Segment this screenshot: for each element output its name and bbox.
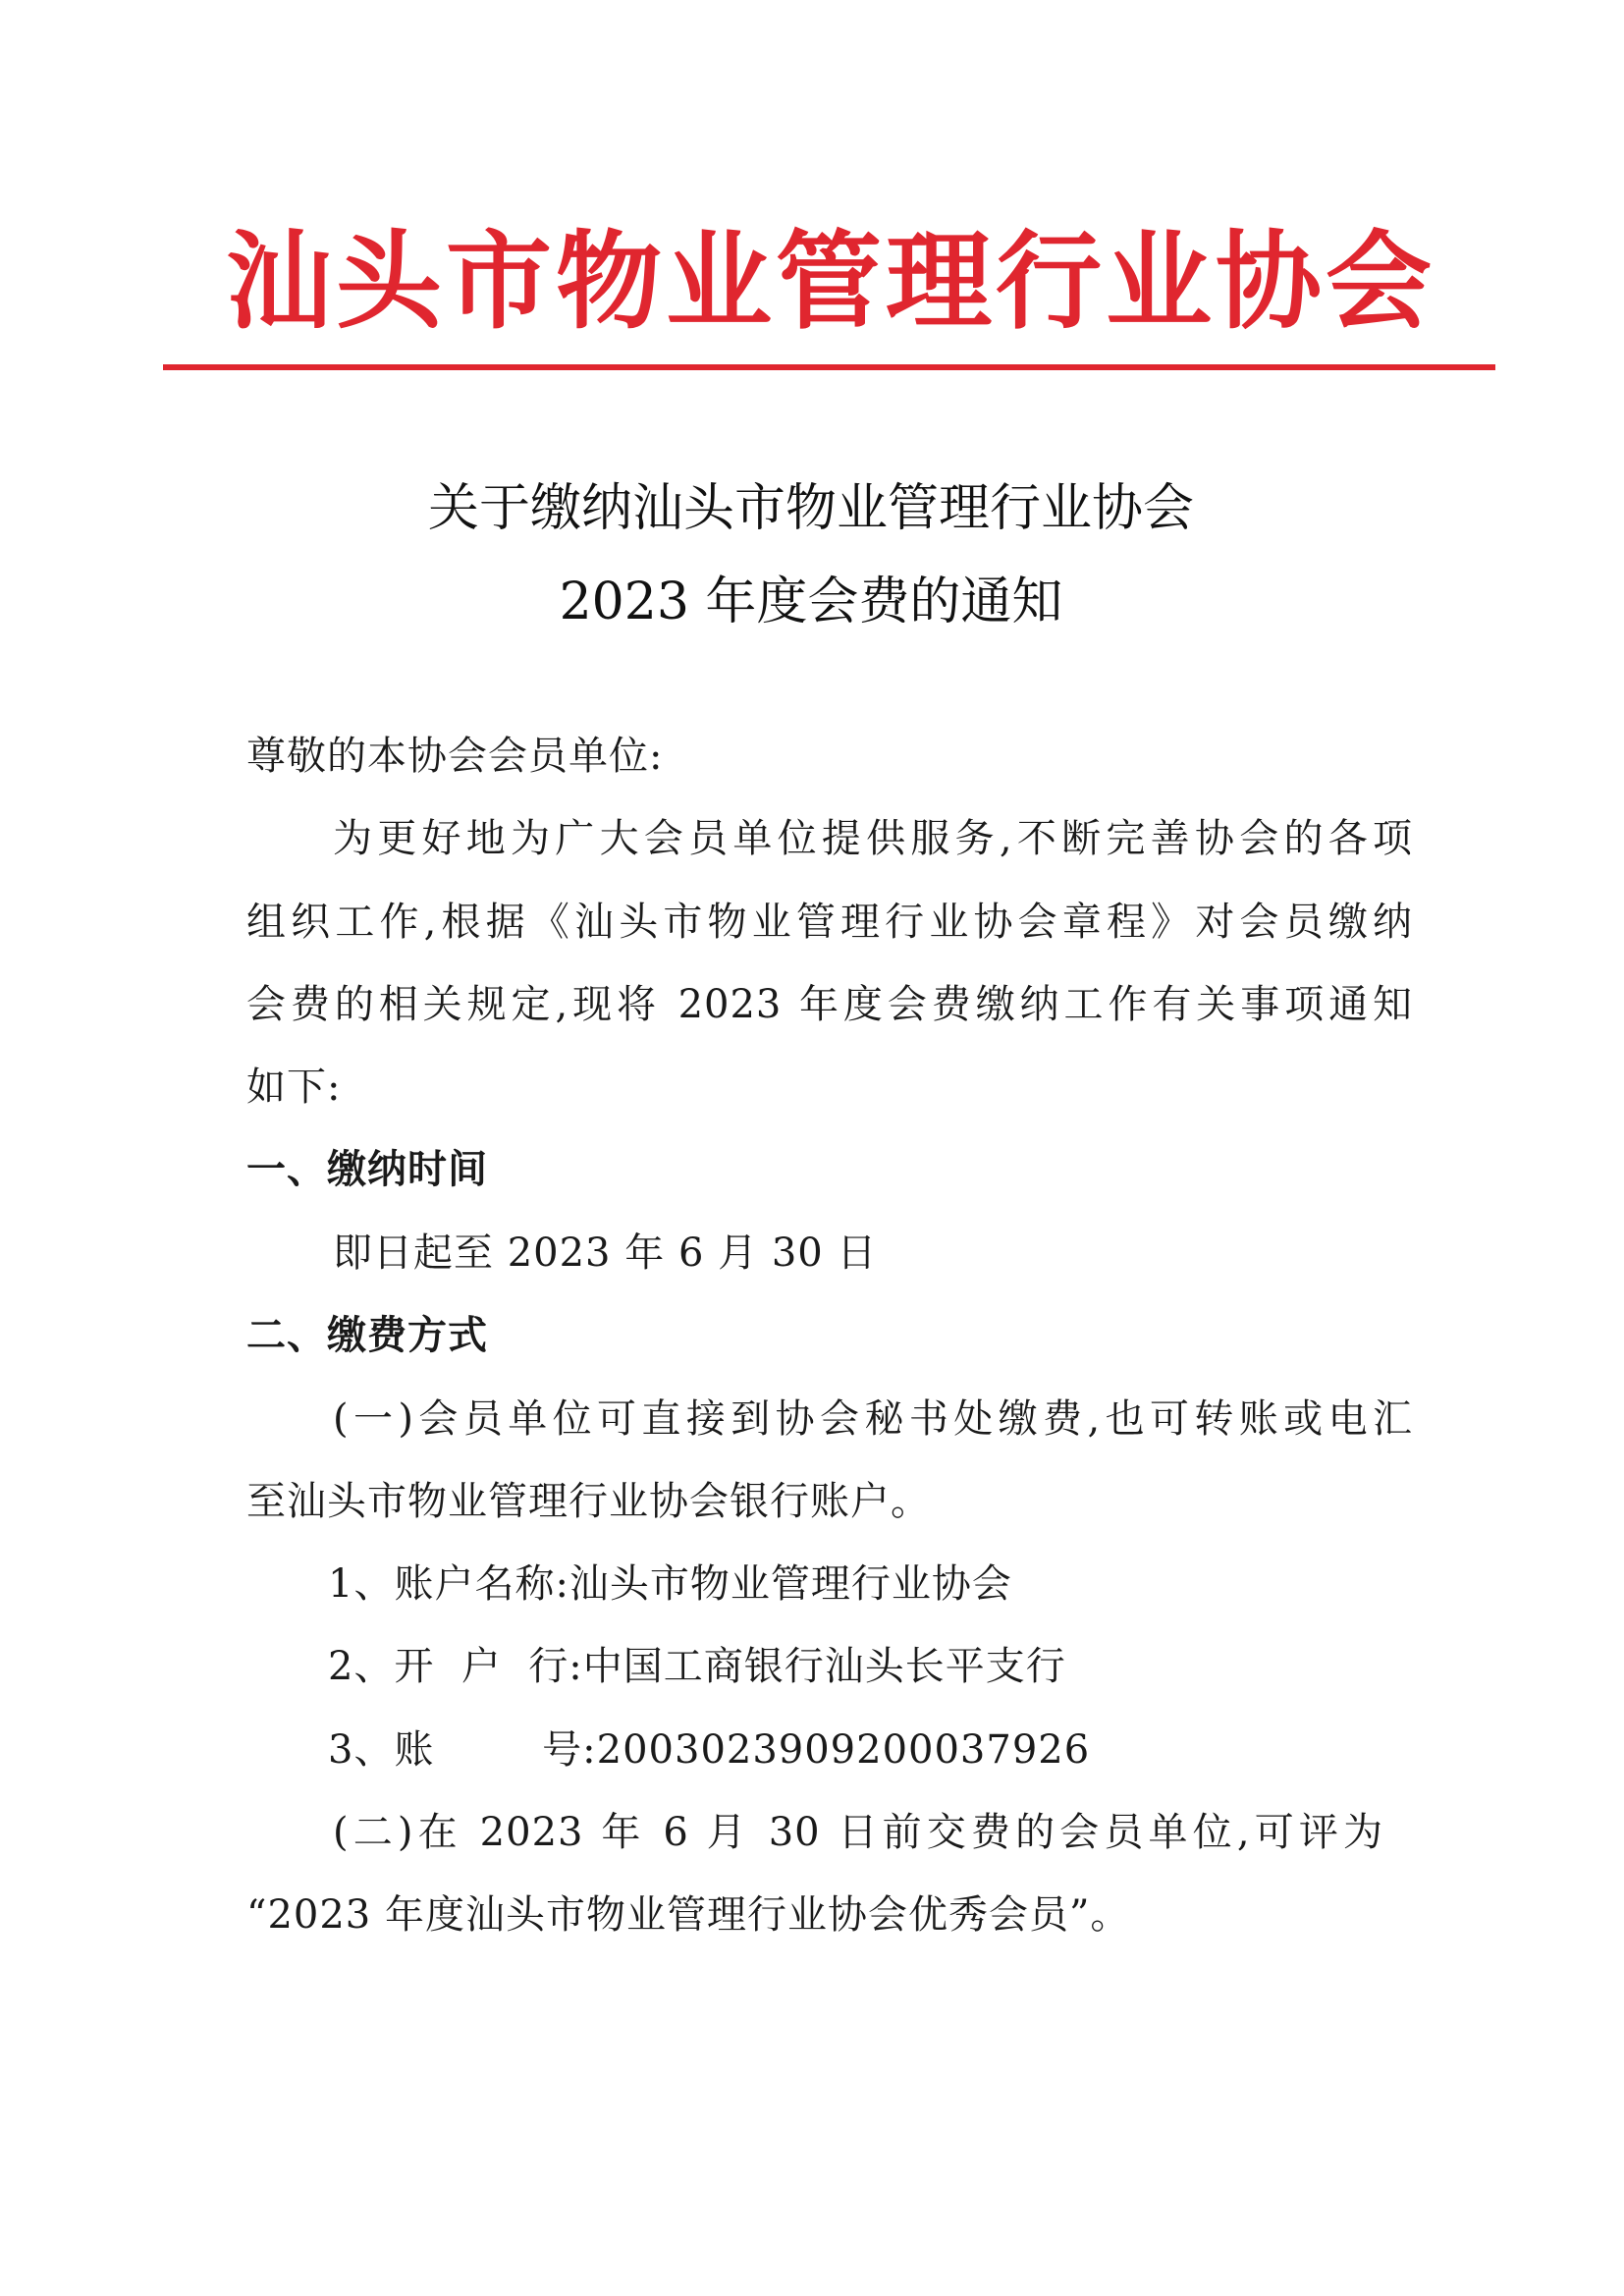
account-name-row: 1、账户名称:汕头市物业管理行业协会 xyxy=(328,1561,1012,1607)
section-heading-payment-time: 一、缴纳时间 xyxy=(246,1147,488,1192)
intro-line-4: 如下: xyxy=(246,1065,342,1110)
bank-row: 2、开 户 行:中国工商银行汕头长平支行 xyxy=(328,1644,1066,1689)
section-heading-payment-method: 二、缴费方式 xyxy=(246,1313,488,1358)
payment-method-item-2-line-1: (二)在 2023 年 6 月 30 日前交费的会员单位,可评为 xyxy=(333,1810,1383,1855)
intro-line-3: 会费的相关规定,现将 2023 年度会费缴纳工作有关事项通知 xyxy=(246,982,1413,1027)
account-number-row: 3、账 号:2003023909200037926 xyxy=(328,1727,1091,1773)
payment-deadline: 即日起至 2023 年 6 月 30 日 xyxy=(333,1230,878,1276)
payment-method-item-2-line-2: “2023 年度汕头市物业管理行业协会优秀会员”。 xyxy=(246,1892,1131,1938)
intro-line-1: 为更好地为广大会员单位提供服务,不断完善协会的各项 xyxy=(333,816,1413,861)
masthead-org-name: 汕头市物业管理行业协会 xyxy=(225,220,1435,344)
salutation: 尊敬的本协会会员单位: xyxy=(246,734,664,779)
payment-method-item-1-line-2: 至汕头市物业管理行业协会银行账户。 xyxy=(246,1479,931,1524)
intro-line-2: 组织工作,根据《汕头市物业管理行业协会章程》对会员缴纳 xyxy=(246,900,1413,945)
payment-method-item-1-line-1: (一)会员单位可直接到协会秘书处缴费,也可转账或电汇 xyxy=(333,1396,1413,1442)
document-title-line-1: 关于缴纳汕头市物业管理行业协会 xyxy=(427,479,1194,538)
document-title-line-2: 2023 年度会费的通知 xyxy=(559,573,1063,631)
masthead-red-rule xyxy=(163,364,1495,370)
